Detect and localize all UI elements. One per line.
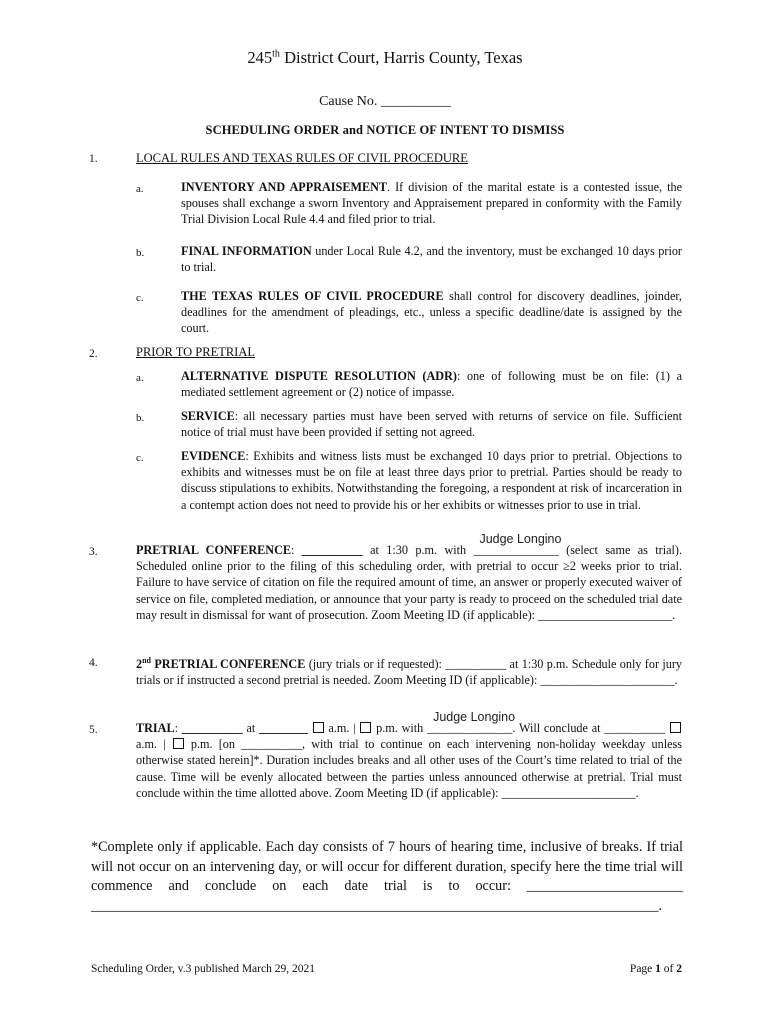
section-3-pretrial-conference: PRETRIAL CONFERENCE: __________ at 1:30 p.m. with ______________ Judge Longino (select same as trial). Scheduled online prior to the filing of this scheduling order, with pretrial to occur ≥2 weeks prior to trial. Failure to have service of citation on file the required amount of time, an answer or properly executed waiver of service on file, completed mediation, or announce that your party is ready to proceed on the scheduled trial date may result in dismissal for want of prosecution. Zoom Meeting ID (if applicable): ______________________. (136, 532, 682, 622)
section-1b-letter: b. (136, 247, 145, 259)
trial-am-checkbox[interactable] (313, 722, 324, 733)
section-2a-letter: a. (136, 372, 144, 384)
page-number: Page 1 of 2 (629, 963, 682, 975)
pretrial-judge-field[interactable]: ______________ Judge Longino (473, 532, 562, 557)
pretrial-judge-name: Judge Longino (479, 532, 562, 546)
section-1b-final-information: FINAL INFORMATION under Local Rule 4.2, and the inventory, must be exchanged 10 days prior to trial. (181, 244, 682, 275)
trial-judge-name: Judge Longino (433, 710, 516, 724)
section-4-second-pretrial: 2nd PRETRIAL CONFERENCE (jury trials or if requested): __________ at 1:30 p.m. Schedule only for jury trials or if instructed a second pretrial is needed. Zoom Meeting ID (if applicable): ______________________. (136, 656, 682, 688)
section-2-title: PRIOR TO PRETRIAL (136, 345, 256, 359)
section-3-number: 3. (89, 546, 98, 558)
section-2a-adr: ALTERNATIVE DISPUTE RESOLUTION (ADR): one of following must be on file: (1) a mediated settlement agreement or (2) notice of impasse. (181, 369, 682, 400)
section-5-trial: TRIAL: __________ at ________ a.m. | p.m. with ______________ Judge Longino . Will conclude at __________ a.m. | p.m. [on __________, with trial to continue on each intervening non-holiday weekday unless otherwise stated herein]*. Duration includes breaks and all other uses of the Court’s time related to trial of the cause. Time will be evenly allocated between the parties unless announced otherwise at pretrial. Trial must conclude within the time allotted above. Zoom Meeting ID (if applicable): ______________________. (136, 710, 682, 800)
section-2c-evidence: EVIDENCE: Exhibits and witness lists must be exchanged 10 days prior to pretrial. Objections to exhibits and witnesses must be on file at least three days prior to pretrial. Parties should be ready to discuss stipulations to exhibits. Notwithstanding the foregoing, a respondent at risk of incarceration in a contempt action does not need to provide his or her exhibits or witnesses prior to use in trial. (181, 449, 682, 512)
section-1c-letter: c. (136, 292, 144, 304)
court-heading: 245th District Court, Harris County, Texas (247, 48, 523, 67)
section-2b-service: SERVICE: all necessary parties must have been served with returns of service on file. Sufficient notice of trial must have been provided if setting not agreed. (181, 409, 682, 440)
conclude-pm-checkbox[interactable] (173, 738, 184, 749)
footer-version: Scheduling Order, v.3 published March 29, 2021 (91, 963, 315, 975)
section-1a-inventory: INVENTORY AND APPRAISEMENT. If division of the marital estate is a contested issue, the spouses shall exchange a sworn Inventory and Appraisement prepared in conformity with the Family Trial Division Local Rule 4.4 and filed prior to trial. (181, 180, 682, 227)
section-1-title: LOCAL RULES AND TEXAS RULES OF CIVIL PROCEDURE (136, 151, 468, 165)
document-title: SCHEDULING ORDER and NOTICE OF INTENT TO DISMISS (205, 123, 565, 137)
section-1c-civil-procedure: THE TEXAS RULES OF CIVIL PROCEDURE shall control for discovery deadlines, joinder, deadlines for the amendment of pleadings, etc., unless a specific deadline/date is assigned by the court. (181, 289, 682, 336)
trial-time-field[interactable]: ________ (259, 721, 308, 735)
section-5-number: 5. (89, 724, 98, 736)
cause-number: Cause No. __________ (319, 94, 451, 109)
section-2-number: 2. (89, 348, 98, 360)
section-2c-letter: c. (136, 452, 144, 464)
conclude-am-checkbox[interactable] (670, 722, 681, 733)
trial-pm-checkbox[interactable] (360, 722, 371, 733)
trial-date-field[interactable]: __________ (181, 721, 243, 735)
pretrial-date-field[interactable]: __________ (301, 543, 363, 557)
section-2b-letter: b. (136, 412, 145, 424)
applicability-note: *Complete only if applicable. Each day consists of 7 hours of hearing time, inclusive of breaks. If trial will not occur on an intervening day, or will occur for different duration, specify here the time trial will commence and conclude on each date trial is to occur: ______________________ ________________________________________________________________________________. (91, 839, 683, 914)
trial-judge-field[interactable]: ______________ Judge Longino (427, 710, 516, 735)
section-4-number: 4. (89, 657, 98, 669)
section-1a-letter: a. (136, 183, 144, 195)
section-1-number: 1. (89, 153, 98, 165)
